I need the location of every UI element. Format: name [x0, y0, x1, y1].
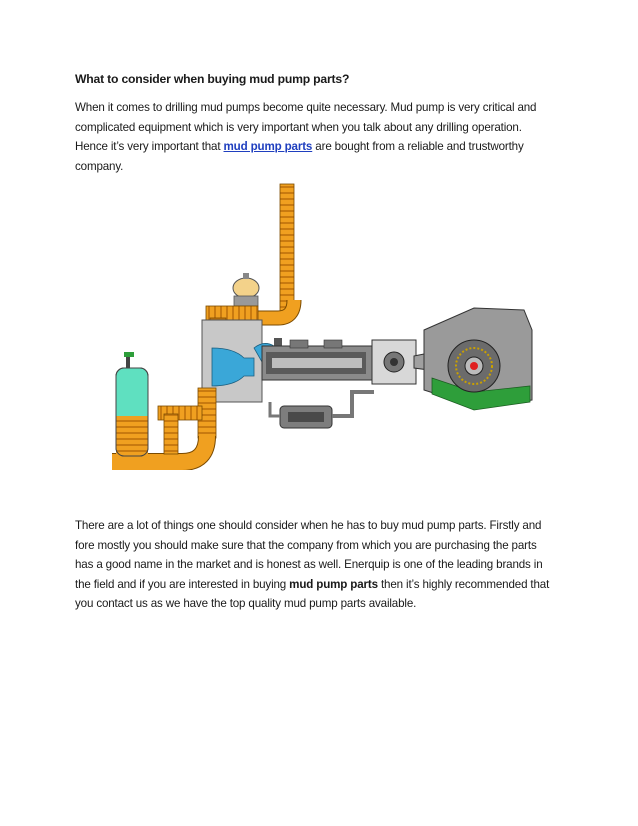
intro-line-1: When it comes to drilling mud pumps become quite necessary. Mud pump is very critical and: [75, 101, 537, 114]
intro-line-3-text: Hence it’s very important that: [75, 140, 224, 153]
body-line-5: you contact us as we have the top quality mud pump parts available.: [75, 597, 417, 610]
body-line-4-rest: then it’s highly recommended that: [377, 577, 550, 591]
mud-pump-illustration: [94, 180, 540, 470]
mud-pump-parts-bold: mud pump parts: [289, 577, 378, 591]
intro-line-4: company.: [75, 159, 124, 173]
body-line-4: [75, 575, 555, 595]
intro-line-3: [75, 137, 555, 157]
body-line-2: fore mostly you should make sure that the company from which you are purchasing the parts: [75, 538, 537, 552]
article-heading: What to consider when buying mud pump parts?: [75, 72, 350, 86]
mud-pump-parts-link[interactable]: mud pump parts: [223, 140, 313, 153]
intro-line-3-rest: are bought from a reliable and trustworthy: [312, 140, 524, 153]
intro-line-2: complicated equipment which is very important when you talk about any drilling operation.: [75, 120, 522, 134]
body-line-1: There are a lot of things one should consider when he has to buy mud pump parts. Firstly and: [75, 519, 542, 532]
intro-paragraph: [75, 98, 555, 176]
body-paragraph: [75, 516, 555, 614]
body-line-4-text: the field and if you are interested in buying: [75, 577, 290, 591]
mud-pump-diagram-icon: [94, 180, 540, 470]
body-line-3: has a good name in the market and is honest as well. Enerquip is one of the leading brands in: [75, 558, 543, 571]
